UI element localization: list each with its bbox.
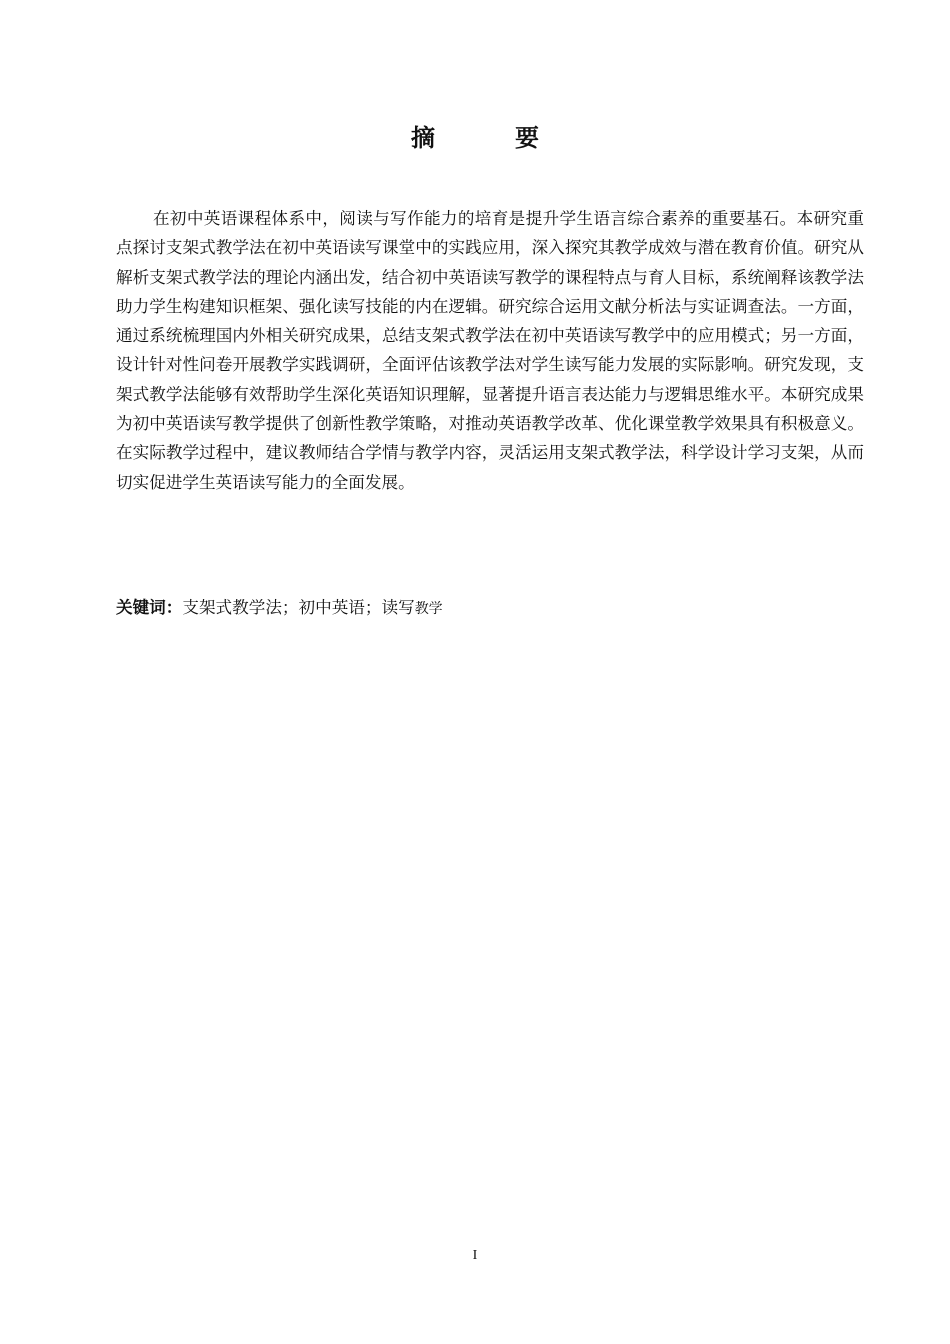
keywords-tail: 教学 [414, 601, 443, 617]
keywords-line [116, 595, 864, 622]
page-number: I [472, 1248, 478, 1263]
abstract-body: 在初中英语课程体系中，阅读与写作能力的培育是提升学生语言综合素养的重要基石。本研究重点探讨支架式教学法在初中英语读写课堂中的实践应用，深入探究其教学成效与潜在教育价值。研究从解析支架式教学法的理论内涵出发，结合初中英语读写教学的课程特点与育人目标，系统阐释该教学法助力学生构建知识框架、强化读写技能的内在逻辑。研究综合运用文献分析法与实证调查法。一方面，通过系统梳理国内外相关研究成果，总结支架式教学法在初中英语读写教学中的应用模式；另一方面，设计针对性问卷开展教学实践调研，全面评估该教学法对学生读写能力发展的实际影响。研究发现，支架式教学法能够有效帮助学生深化英语知识理解，显著提升语言表达能力与逻辑思维水平。本研究成果为初中英语读写教学提供了创新性教学策略，对推动英语教学改革、优化课堂教学效果具有积极意义。在实际教学过程中，建议教师结合学情与教学内容，灵活运用支架式教学法，科学设计学习支架，从而切实促进学生英语读写能力的全面发展。 [116, 209, 864, 492]
keywords-list: 支架式教学法；初中英语；读写 [182, 598, 415, 617]
keywords-label: 关键词： [116, 598, 183, 617]
page-title: 摘 要 [411, 124, 567, 152]
